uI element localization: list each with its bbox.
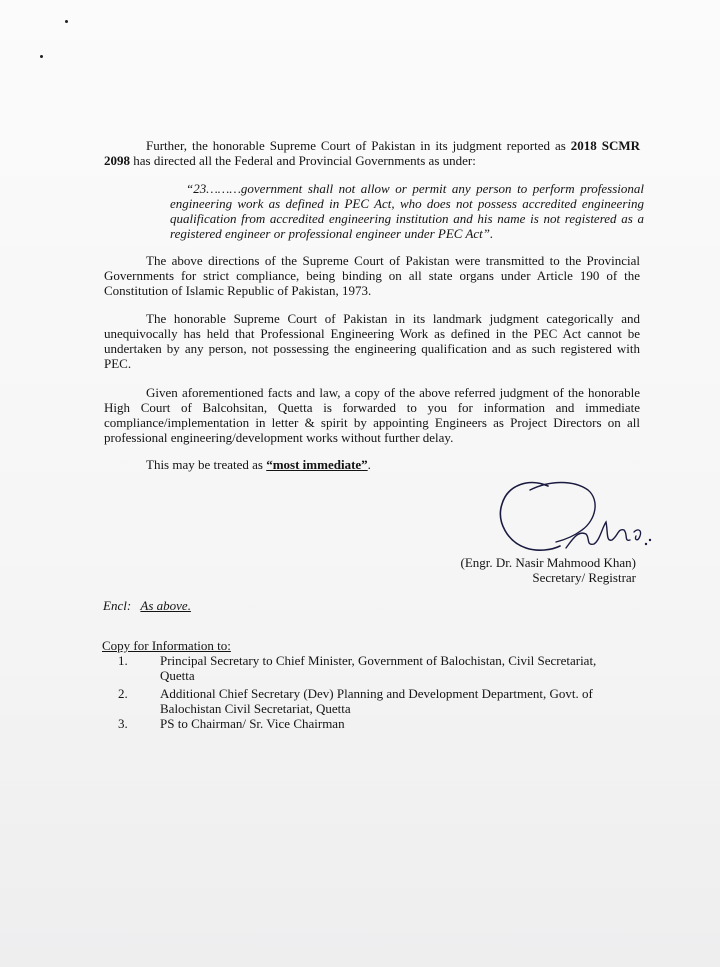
paragraph-directions xyxy=(104,253,640,298)
signatory-name: (Engr. Dr. Nasir Mahmood Khan) xyxy=(460,555,636,570)
citation-bold: 2018 SCMR 2098 xyxy=(104,138,640,168)
copy-item-number: 2. xyxy=(118,686,128,701)
copy-item-line: Principal Secretary to Chief Minister, Government of Balochistan, Civil Secretariat, xyxy=(160,653,597,668)
judgment-quote: “23………government shall not allow or permit any person to perform professional engineering work as defined in PEC Act, who does not possess accredited engineering qualification from accredited engineering institution and his name is not registered as a registered engineer or professional engineer under PEC Act”. xyxy=(170,181,644,241)
most-immediate-emphasis: “most immediate” xyxy=(266,457,368,472)
para2-text: The above directions of the Supreme Court of Pakistan were transmitted to the Provincial Governments for strict compliance, being binding on all state organs under Article 190 of the Constitution of Islamic Republic of Pakistan, 1973. xyxy=(104,253,640,298)
paragraph-forwarding xyxy=(104,385,640,445)
enclosure-value: As above. xyxy=(140,598,191,613)
paragraph-intro xyxy=(104,138,640,168)
para1-text-start: Further, the honorable Supreme Court of Pakistan in its judgment reported as xyxy=(146,138,571,153)
para5-text-end: . xyxy=(367,457,371,472)
paragraph-landmark-judgment xyxy=(104,311,640,371)
para3-text: The honorable Supreme Court of Pakistan in its landmark judgment categorically and unequivocally has held that Professional Engineering Work as defined in the PEC Act cannot be undertaken by any person, not possessing the engineering qualification and as such registered with PEC. xyxy=(104,311,640,371)
copy-item-number: 1. xyxy=(118,653,128,668)
para1-text-end: has directed all the Federal and Provincial Governments as under: xyxy=(130,153,476,168)
enclosure-line xyxy=(103,598,191,613)
para4-text: Given aforementioned facts and law, a copy of the above referred judgment of the honorable High Court of Balcohsitan, Quetta is forwarded to you for information and immediate compliance/implementation in letter & spirit by appointing Engineers as Project Directors on all professional engineering/development works without further delay. xyxy=(104,385,640,445)
paragraph-priority xyxy=(146,457,371,472)
copy-heading: Copy for Information to: xyxy=(102,638,231,653)
handwritten-signature xyxy=(490,470,660,565)
copy-item-number: 3. xyxy=(118,716,128,731)
signatory-block xyxy=(400,555,636,585)
copy-item-line: PS to Chairman/ Sr. Vice Chairman xyxy=(160,716,345,731)
para5-text-start: This may be treated as xyxy=(146,457,267,472)
enclosure-label: Encl: xyxy=(103,598,132,613)
signatory-title: Secretary/ Registrar xyxy=(532,570,636,585)
copy-item-line: Additional Chief Secretary (Dev) Planning and Development Department, Govt. of xyxy=(160,686,593,701)
copy-item-line: Balochistan Civil Secretariat, Quetta xyxy=(160,701,351,716)
copy-item-line: Quetta xyxy=(160,668,195,683)
